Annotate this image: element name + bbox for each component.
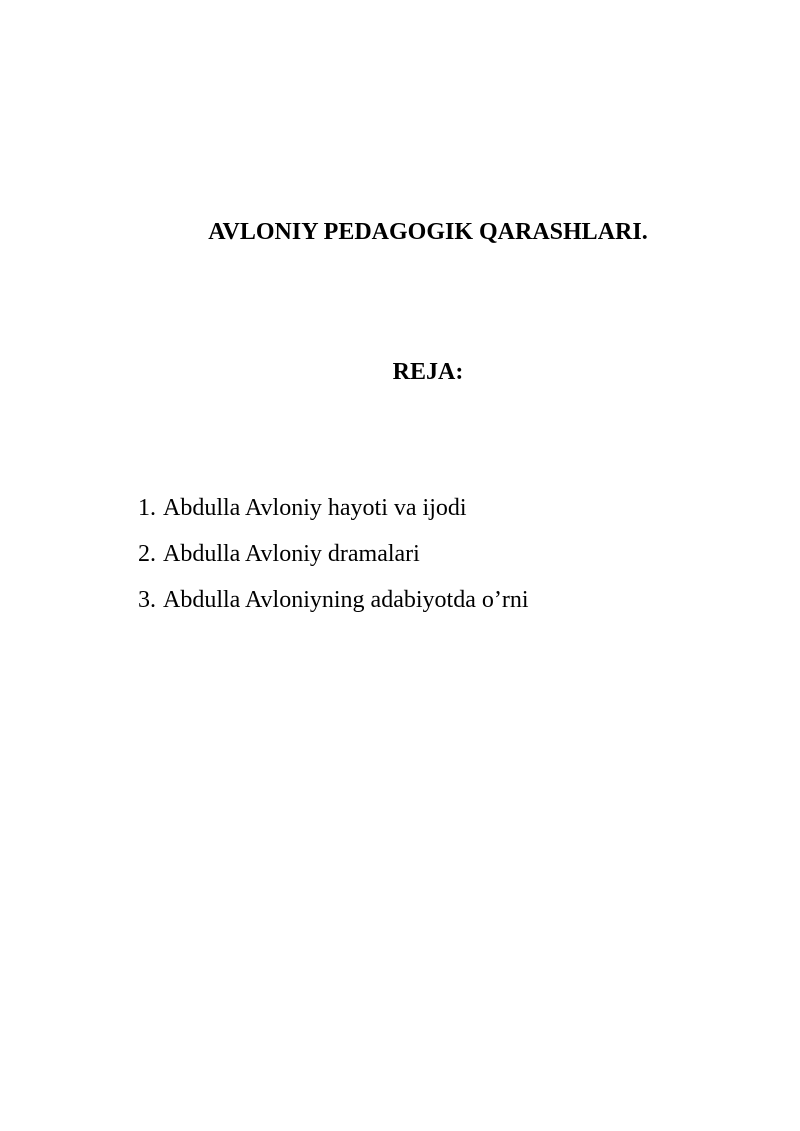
plan-item-number: 2.: [138, 541, 156, 567]
plan-item-number: 1.: [138, 495, 156, 521]
plan-heading: REJA:: [392, 359, 464, 385]
document-title: AVLONIY PEDAGOGIK QARASHLARI.: [208, 219, 648, 245]
plan-item-1: [138, 492, 529, 524]
plan-item-text: Abdulla Avloniy dramalari: [163, 541, 420, 567]
plan-item-number: 3.: [138, 587, 156, 613]
plan-item-text: Abdulla Avloniyning adabiyotda o’rni: [163, 587, 529, 613]
plan-item-3: [138, 584, 529, 616]
plan-item-text: Abdulla Avloniy hayoti va ijodi: [163, 495, 467, 521]
plan-list: [138, 492, 529, 630]
plan-item-2: [138, 538, 529, 570]
